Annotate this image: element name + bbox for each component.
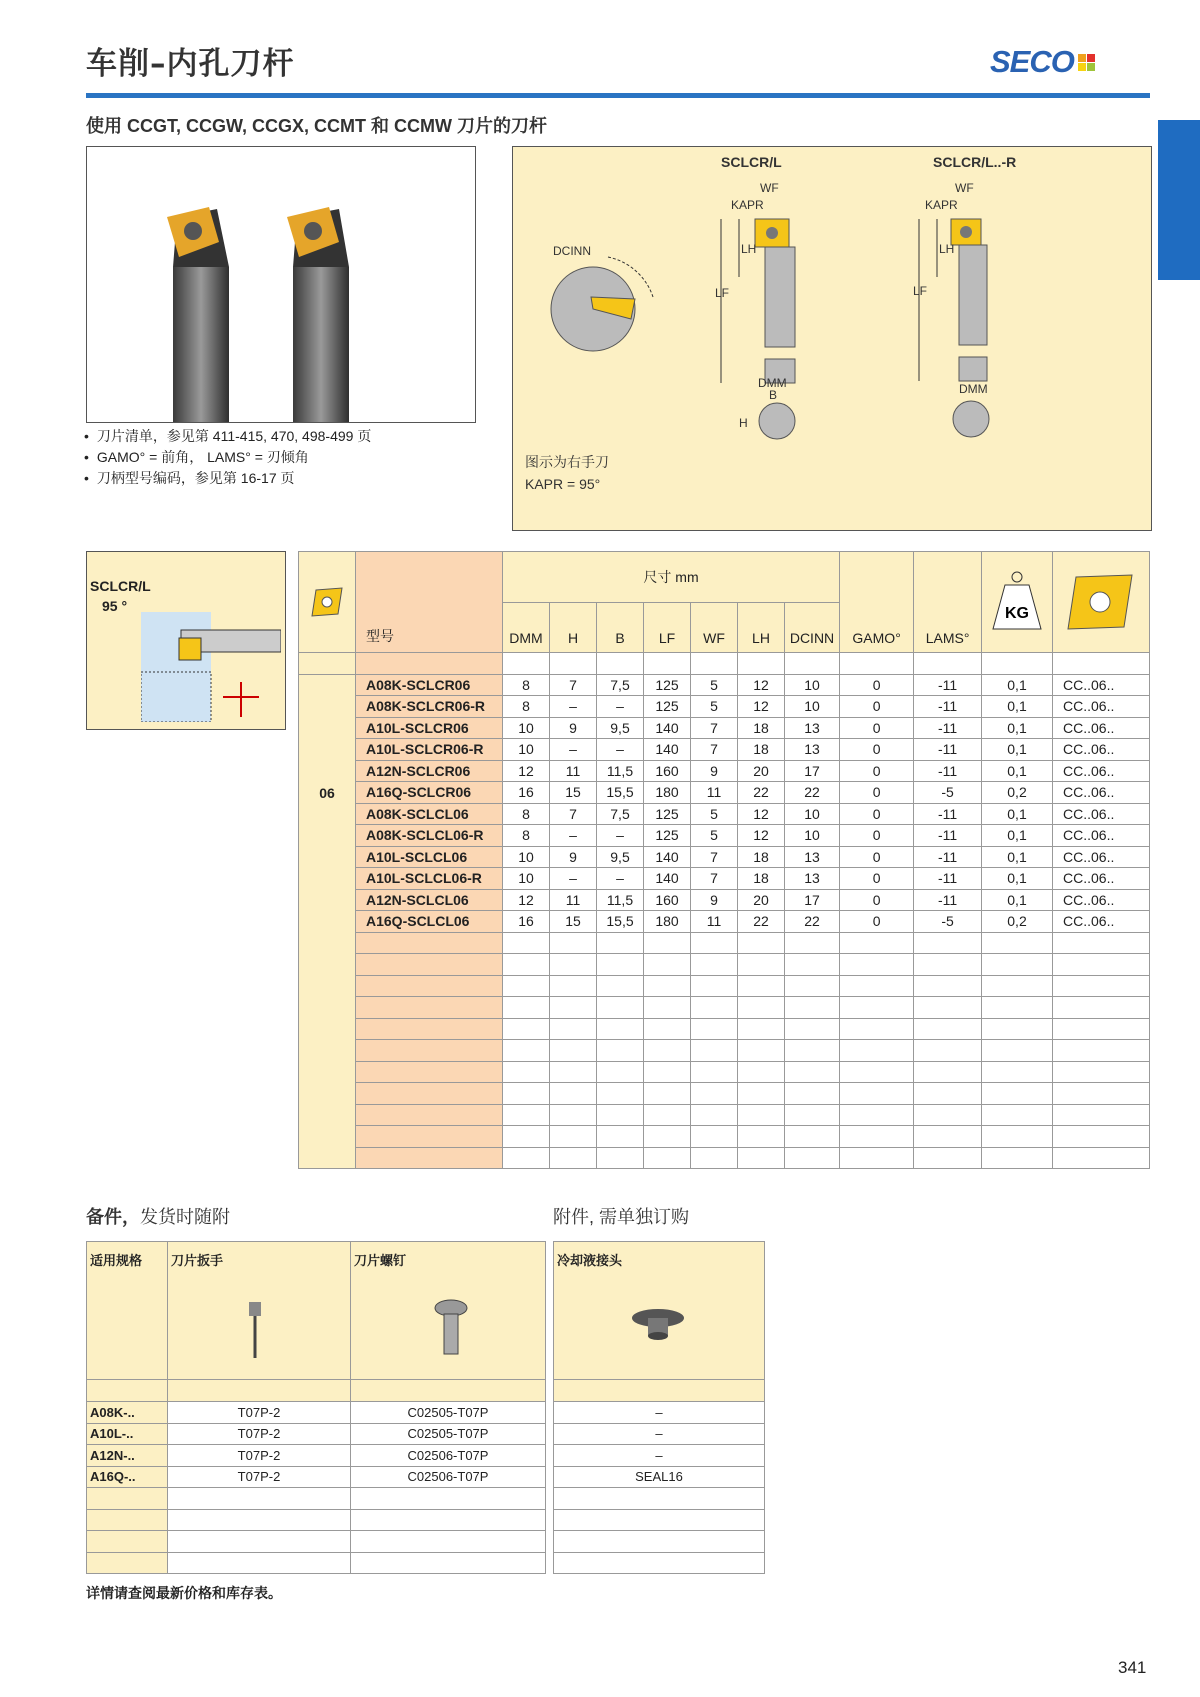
empty-row <box>87 1531 546 1553</box>
insert-cell: CC..06.. <box>1053 846 1150 868</box>
wrench-icon <box>246 1300 264 1360</box>
insert-cell: CC..06.. <box>1053 782 1150 804</box>
value-cell: 0 <box>840 696 914 718</box>
weight-cell: 0,1 <box>982 846 1053 868</box>
value-cell: 180 <box>644 911 691 933</box>
table-row <box>299 825 1150 847</box>
tool-type-angle: 95 ° <box>102 598 128 614</box>
insert-cell: CC..06.. <box>1053 739 1150 761</box>
spare-parts-body <box>87 1402 546 1574</box>
empty-row <box>299 975 1150 997</box>
value-cell: – <box>597 696 644 718</box>
value-cell: 7 <box>550 803 597 825</box>
insert-cell: CC..06.. <box>1053 889 1150 911</box>
weight-cell: 0,1 <box>982 696 1053 718</box>
product-photo <box>86 146 476 423</box>
value-cell: 0 <box>840 825 914 847</box>
value-cell: 10 <box>503 739 550 761</box>
value-cell: 18 <box>738 739 785 761</box>
table-row <box>87 1466 546 1488</box>
table-row <box>87 1445 546 1467</box>
insert-cell: CC..06.. <box>1053 674 1150 696</box>
value-cell: 10 <box>503 868 550 890</box>
spec-cell: A08K-.. <box>87 1402 168 1424</box>
value-cell: 18 <box>738 717 785 739</box>
key-cell: T07P-2 <box>168 1423 351 1445</box>
diagram-note-2: KAPR = 95° <box>525 476 601 492</box>
model-cell: A08K-SCLCL06 <box>356 803 503 825</box>
insert-cell: CC..06.. <box>1053 868 1150 890</box>
value-cell: 125 <box>644 674 691 696</box>
value-cell: 0 <box>840 846 914 868</box>
value-cell: -11 <box>914 696 982 718</box>
weight-cell: 0,2 <box>982 911 1053 933</box>
tool-type-name: SCLCR/L <box>90 578 151 594</box>
weight-header <box>982 552 1053 653</box>
table-row <box>299 846 1150 868</box>
coolant-cell: – <box>554 1423 765 1445</box>
value-cell: 13 <box>785 739 840 761</box>
key-cell: T07P-2 <box>168 1445 351 1467</box>
accessories-body <box>554 1402 765 1574</box>
lh-label: LH <box>939 242 955 256</box>
value-cell: 15 <box>550 782 597 804</box>
value-cell: 8 <box>503 696 550 718</box>
value-cell: -11 <box>914 674 982 696</box>
value-cell: -11 <box>914 760 982 782</box>
value-cell: 12 <box>503 889 550 911</box>
empty-row <box>299 932 1150 954</box>
value-cell: – <box>550 825 597 847</box>
accessories-table <box>553 1241 765 1574</box>
insert-cell: CC..06.. <box>1053 825 1150 847</box>
table-row <box>299 868 1150 890</box>
value-cell: 7 <box>691 739 738 761</box>
table-row <box>299 696 1150 718</box>
weight-cell: 0,1 <box>982 868 1053 890</box>
lf-label: LF <box>913 284 928 298</box>
empty-row <box>299 1083 1150 1105</box>
empty-row <box>554 1552 765 1574</box>
value-cell: 13 <box>785 868 840 890</box>
weight-cell: 0,1 <box>982 889 1053 911</box>
value-cell: 9 <box>550 717 597 739</box>
value-cell: 7 <box>691 868 738 890</box>
value-cell: 8 <box>503 825 550 847</box>
value-cell: 0 <box>840 717 914 739</box>
weight-icon <box>991 569 1043 633</box>
empty-row <box>87 1488 546 1510</box>
empty-row <box>299 997 1150 1019</box>
table-row <box>87 1402 546 1424</box>
value-cell: 22 <box>785 911 840 933</box>
weight-cell: 0,1 <box>982 717 1053 739</box>
value-cell: – <box>550 696 597 718</box>
screw-cell: C02505-T07P <box>351 1402 546 1424</box>
insert-icon <box>1066 569 1136 633</box>
coolant-cell: – <box>554 1402 765 1424</box>
technical-diagram <box>512 146 1152 531</box>
wf-label: WF <box>955 181 974 195</box>
page-number: 341 <box>1118 1658 1147 1677</box>
empty-row <box>299 1061 1150 1083</box>
empty-row <box>554 1509 765 1531</box>
weight-cell: 0,1 <box>982 825 1053 847</box>
table-row <box>554 1423 765 1445</box>
insert-cell: CC..06.. <box>1053 717 1150 739</box>
value-cell: 12 <box>738 803 785 825</box>
value-cell: -11 <box>914 846 982 868</box>
table-row <box>554 1445 765 1467</box>
value-cell: 22 <box>785 782 840 804</box>
value-cell: 140 <box>644 846 691 868</box>
empty-row <box>299 1104 1150 1126</box>
empty-row <box>554 1488 765 1510</box>
coolant-cell: SEAL16 <box>554 1466 765 1488</box>
insert-shape-icon <box>310 584 344 618</box>
table-body <box>299 653 1150 1169</box>
value-cell: 8 <box>503 674 550 696</box>
empty-row <box>87 1509 546 1531</box>
table-row <box>554 1402 765 1424</box>
value-cell: 16 <box>503 911 550 933</box>
value-cell: 12 <box>503 760 550 782</box>
seco-logo <box>990 44 1095 80</box>
screw-cell: C02505-T07P <box>351 1423 546 1445</box>
value-cell: 9 <box>691 760 738 782</box>
value-cell: 9 <box>550 846 597 868</box>
model-cell: A16Q-SCLCR06 <box>356 782 503 804</box>
table-row <box>299 760 1150 782</box>
value-cell: 0 <box>840 868 914 890</box>
value-cell: -5 <box>914 911 982 933</box>
col-header: WF <box>691 603 738 653</box>
spec-cell: A12N-.. <box>87 1445 168 1467</box>
value-cell: 11 <box>691 782 738 804</box>
insert-shape-cell <box>299 552 356 653</box>
screw-cell: C02506-T07P <box>351 1445 546 1467</box>
kapr-label: KAPR <box>731 198 764 212</box>
value-cell: 0 <box>840 782 914 804</box>
col-header: B <box>597 603 644 653</box>
value-cell: 10 <box>503 846 550 868</box>
weight-cell: 0,1 <box>982 674 1053 696</box>
value-cell: 5 <box>691 825 738 847</box>
h-label: H <box>739 416 748 430</box>
diagram-note-1: 图示为右手刀 <box>525 454 609 470</box>
empty-row <box>299 1126 1150 1148</box>
tool-drawing-left <box>715 181 795 439</box>
value-cell: 12 <box>738 674 785 696</box>
dcinn-label: DCINN <box>553 244 591 258</box>
table-row <box>299 674 1150 696</box>
coolant-cell: – <box>554 1445 765 1467</box>
note-item: • 刀片清单，参见第 411-415, 470, 498-499 页 <box>84 426 371 447</box>
value-cell: -11 <box>914 717 982 739</box>
value-cell: -11 <box>914 868 982 890</box>
lf-label: LF <box>715 286 730 300</box>
value-cell: 7,5 <box>597 674 644 696</box>
value-cell: – <box>597 868 644 890</box>
value-cell: 11,5 <box>597 889 644 911</box>
col-header: GAMO° <box>840 552 914 653</box>
value-cell: 15 <box>550 911 597 933</box>
product-table <box>298 551 1150 1169</box>
value-cell: 180 <box>644 782 691 804</box>
table-row <box>299 889 1150 911</box>
weight-cell: 0,1 <box>982 739 1053 761</box>
col-header: LAMS° <box>914 552 982 653</box>
value-cell: 9 <box>691 889 738 911</box>
key-cell: T07P-2 <box>168 1402 351 1424</box>
value-cell: 18 <box>738 868 785 890</box>
model-cell: A08K-SCLCR06 <box>356 674 503 696</box>
value-cell: 140 <box>644 868 691 890</box>
value-cell: 11 <box>550 760 597 782</box>
insert-cell: CC..06.. <box>1053 760 1150 782</box>
value-cell: 15,5 <box>597 911 644 933</box>
value-cell: -11 <box>914 889 982 911</box>
value-cell: -11 <box>914 803 982 825</box>
value-cell: 11 <box>550 889 597 911</box>
value-cell: 5 <box>691 696 738 718</box>
diagram-label-left: SCLCR/L <box>721 154 782 170</box>
wf-label: WF <box>760 181 779 195</box>
b-label: B <box>769 388 778 402</box>
value-cell: -11 <box>914 739 982 761</box>
model-cell: A08K-SCLCR06-R <box>356 696 503 718</box>
value-cell: 20 <box>738 760 785 782</box>
coolant-seal-icon <box>630 1304 686 1344</box>
weight-label: KG <box>1005 604 1029 622</box>
value-cell: -11 <box>914 825 982 847</box>
acc-col-header-label: 刀片扳手 <box>171 1253 224 1268</box>
insert-cell: CC..06.. <box>1053 911 1150 933</box>
dmm-label: DMM <box>959 382 988 396</box>
empty-row <box>299 1018 1150 1040</box>
logo-text: SECO <box>990 44 1074 79</box>
tool-drawing-right <box>913 181 989 437</box>
value-cell: 18 <box>738 846 785 868</box>
value-cell: 22 <box>738 911 785 933</box>
model-cell: A10L-SCLCR06 <box>356 717 503 739</box>
value-cell: -5 <box>914 782 982 804</box>
screw-cell: C02506-T07P <box>351 1466 546 1488</box>
value-cell: 10 <box>785 674 840 696</box>
weight-cell: 0,1 <box>982 803 1053 825</box>
empty-row <box>87 1552 546 1574</box>
value-cell: 0 <box>840 889 914 911</box>
value-cell: 22 <box>738 782 785 804</box>
value-cell: 125 <box>644 825 691 847</box>
empty-row <box>299 1147 1150 1169</box>
value-cell: 0 <box>840 674 914 696</box>
lh-label: LH <box>741 242 757 256</box>
value-cell: 13 <box>785 717 840 739</box>
value-cell: 15,5 <box>597 782 644 804</box>
note-item: • GAMO° = 前角， LAMS° = 刃倾角 <box>84 447 371 468</box>
spare-parts-table <box>86 1241 546 1574</box>
value-cell: – <box>550 739 597 761</box>
value-cell: 11 <box>691 911 738 933</box>
spare-parts-heading <box>86 1203 230 1229</box>
spec-cell: A10L-.. <box>87 1423 168 1445</box>
table-row <box>299 739 1150 761</box>
tool-type-box <box>86 551 286 730</box>
section-subtitle: 使用 CCGT, CCGW, CCGX, CCMT 和 CCMW 刀片的刀杆 <box>86 116 547 136</box>
value-cell: 9,5 <box>597 717 644 739</box>
empty-row <box>299 1040 1150 1062</box>
logo-mark-icon <box>1078 54 1095 71</box>
value-cell: 0 <box>840 760 914 782</box>
spec-cell: A16Q-.. <box>87 1466 168 1488</box>
model-header: 型号 <box>356 552 503 653</box>
value-cell: 13 <box>785 846 840 868</box>
spare-parts-subtitle: 发货时随附 <box>140 1207 230 1227</box>
notes-list <box>84 426 371 489</box>
empty-row <box>554 1531 765 1553</box>
value-cell: 125 <box>644 803 691 825</box>
acc-col-header-label: 刀片螺钉 <box>354 1253 407 1268</box>
key-cell: T07P-2 <box>168 1466 351 1488</box>
model-cell: A10L-SCLCL06-R <box>356 868 503 890</box>
model-cell: A08K-SCLCL06-R <box>356 825 503 847</box>
empty-row <box>299 954 1150 976</box>
model-cell: A16Q-SCLCL06 <box>356 911 503 933</box>
dmm-label: DMM <box>758 376 787 390</box>
size-cell: 06 <box>299 674 356 1169</box>
col-header: DCINN <box>785 603 840 653</box>
insert-cell: CC..06.. <box>1053 803 1150 825</box>
model-cell: A12N-SCLCR06 <box>356 760 503 782</box>
acc-col-header <box>554 1242 765 1380</box>
dimensions-header: 尺寸 mm <box>503 552 840 603</box>
value-cell: 17 <box>785 760 840 782</box>
value-cell: 10 <box>785 803 840 825</box>
value-cell: 140 <box>644 739 691 761</box>
header-rule <box>86 93 1150 98</box>
value-cell: 10 <box>785 696 840 718</box>
value-cell: 140 <box>644 717 691 739</box>
table-row <box>299 717 1150 739</box>
value-cell: – <box>597 825 644 847</box>
value-cell: 9,5 <box>597 846 644 868</box>
note-item: • 刀柄型号编码，参见第 16-17 页 <box>84 468 371 489</box>
value-cell: 7 <box>691 846 738 868</box>
acc-col-header: 适用规格 <box>87 1242 168 1380</box>
col-header: H <box>550 603 597 653</box>
col-header: DMM <box>503 603 550 653</box>
tool-position-icon <box>141 612 281 722</box>
accessories-heading: 附件, 需单独订购 <box>553 1207 690 1227</box>
spare-parts-title: 备件， <box>86 1207 140 1227</box>
insert-header <box>1053 552 1150 653</box>
model-cell: A10L-SCLCR06-R <box>356 739 503 761</box>
weight-cell: 0,2 <box>982 782 1053 804</box>
value-cell: – <box>597 739 644 761</box>
value-cell: 12 <box>738 825 785 847</box>
value-cell: 7 <box>691 717 738 739</box>
value-cell: 20 <box>738 889 785 911</box>
value-cell: 0 <box>840 739 914 761</box>
value-cell: 16 <box>503 782 550 804</box>
table-row <box>299 782 1150 804</box>
table-row <box>299 803 1150 825</box>
diagram-label-right: SCLCR/L..-R <box>933 154 1017 170</box>
table-row <box>87 1423 546 1445</box>
value-cell: 0 <box>840 803 914 825</box>
value-cell: 8 <box>503 803 550 825</box>
kapr-label: KAPR <box>925 198 958 212</box>
value-cell: 125 <box>644 696 691 718</box>
acc-col-header <box>351 1242 546 1380</box>
value-cell: 7 <box>550 674 597 696</box>
col-header: LH <box>738 603 785 653</box>
value-cell: – <box>550 868 597 890</box>
insert-cell: CC..06.. <box>1053 696 1150 718</box>
model-cell: A12N-SCLCL06 <box>356 889 503 911</box>
value-cell: 160 <box>644 889 691 911</box>
col-header: LF <box>644 603 691 653</box>
value-cell: 7,5 <box>597 803 644 825</box>
value-cell: 5 <box>691 803 738 825</box>
side-tab <box>1158 120 1200 280</box>
value-cell: 17 <box>785 889 840 911</box>
value-cell: 160 <box>644 760 691 782</box>
value-cell: 12 <box>738 696 785 718</box>
page-title: 车削–内孔刀杆 <box>86 46 295 82</box>
footnote: 详情请查阅最新价格和库存表。 <box>86 1585 282 1601</box>
screw-icon <box>433 1298 469 1358</box>
value-cell: 11,5 <box>597 760 644 782</box>
weight-cell: 0,1 <box>982 760 1053 782</box>
value-cell: 10 <box>785 825 840 847</box>
acc-col-header-label: 冷却液接头 <box>557 1253 623 1268</box>
value-cell: 10 <box>503 717 550 739</box>
table-row <box>299 911 1150 933</box>
value-cell: 0 <box>840 911 914 933</box>
value-cell: 5 <box>691 674 738 696</box>
acc-col-header <box>168 1242 351 1380</box>
table-row <box>554 1466 765 1488</box>
model-cell: A10L-SCLCL06 <box>356 846 503 868</box>
